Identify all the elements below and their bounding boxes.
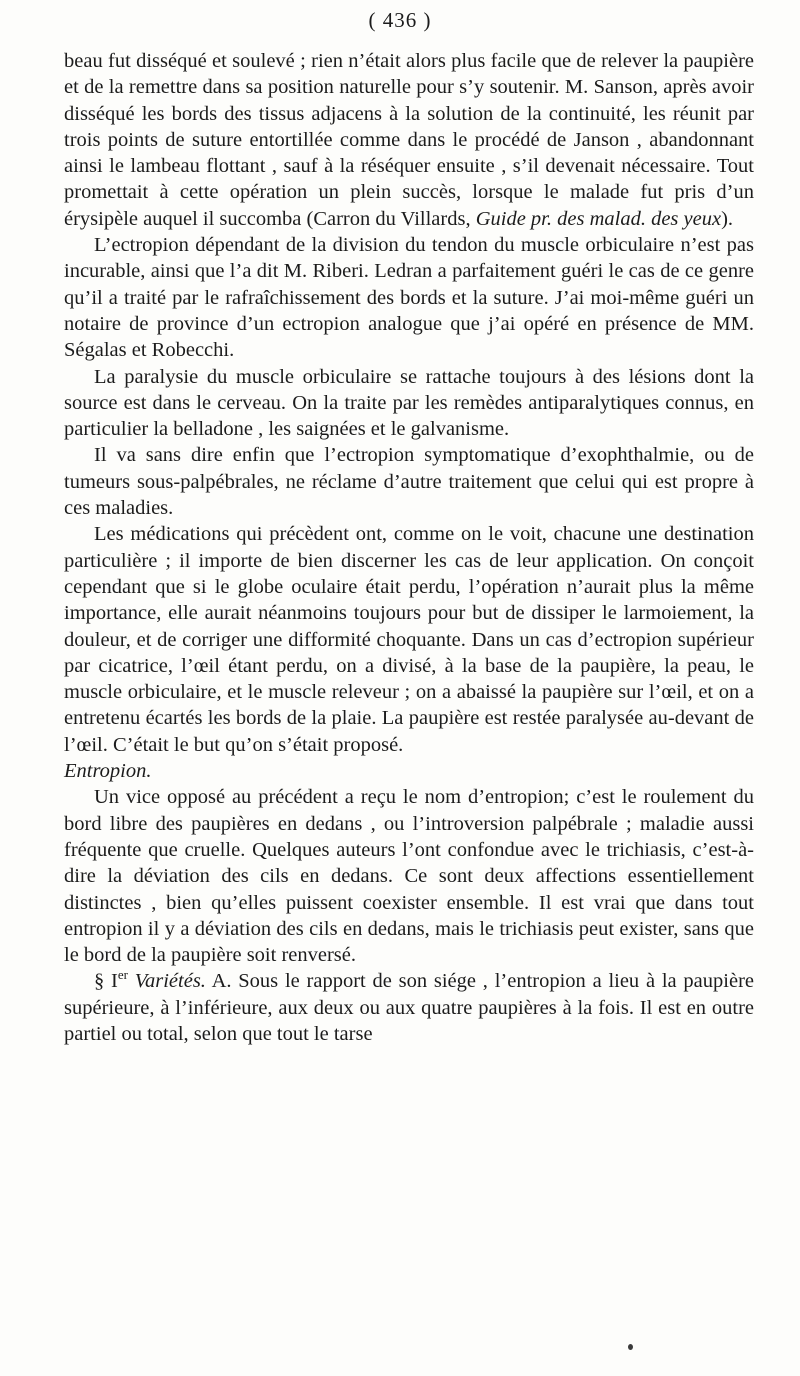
- paragraph-orbicular-tendon: L’ectropion dépendant de la division du tendon du muscle orbiculaire n’est pas incurable, ainsi que l’a dit M. Riberi. Ledran a parfaitement guéri le cas de ce genre qu’il a traité par le rafraîchissement des bords et la suture. J’ai moi-même guéri un notaire de province d’un ectropion analogue que j’ai opéré en présence de MM. Ségalas et Robecchi.: [64, 234, 754, 362]
- subsection-title: Variétés.: [134, 970, 206, 993]
- superscript: er: [117, 967, 128, 983]
- paragraph-text: beau fut disséqué et soulevé ; rien n’était alors plus facile que de relever la paupière et de la remettre dans sa position naturelle pour s’y soutenir. M. Sanson, après avoir disséqué les bords des tissus adjacens à la solution de la continuité, les réunit par trois points de suture entortillée comme dans le procédé de Janson , abandonnant ainsi le lambeau flottant , sauf à la réséquer ensuite , s’il devenait nécessaire. Tout promettait à cette opération un plein succès, lorsque le malade fut pris d’un érysipèle auquel il succomba (Carron du Villards,: [64, 50, 754, 230]
- paragraph-sanson-case: [64, 48, 754, 232]
- section-mark: § I: [94, 970, 118, 993]
- paragraph-symptomatic: Il va sans dire enfin que l’ectropion symptomatique d’exophthalmie, ou de tumeurs sous-palpébrales, ne réclame d’autre traitement que celui qui est propre à ces maladies.: [64, 444, 754, 520]
- page-number: ( 436 ): [368, 8, 432, 32]
- paragraph-varieties: [64, 968, 754, 1047]
- paragraph-text: A. Sous le rapport de son siége , l’entropion a lieu à la paupière supérieure, à l’inférieure, aux deux ou aux quatre paupières à la fois. Il est en outre partiel ou total, selon que tout le tarse: [64, 970, 754, 1045]
- section-heading: Entropion.: [64, 760, 152, 783]
- paragraph-entropion-definition: Un vice opposé au précédent a reçu le nom d’entropion; c’est le roulement du bord libre des paupières en dedans , ou l’introversion palpébrale ; maladie aussi fréquente que cruelle. Quelques auteurs l’ont confondue avec le trichiasis, c’est-à-dire la déviation des cils en dedans. Ce sont deux affections essentiellement distinctes , bien qu’elles puissent coexister ensemble. Il est vrai que dans tout entropion il y a déviation des cils en dedans, mais le trichiasis peut exister, sans que le bord de la paupière soit renversé.: [64, 786, 754, 967]
- ink-speck: [628, 1344, 633, 1350]
- paragraph-medications: Les médications qui précèdent ont, comme on le voit, chacune une destination particulière ; il importe de bien discerner les cas de leur application. On conçoit cependant que si le globe oculaire était perdu, l’opération n’aurait plus la même importance, elle aurait néanmoins toujours pour but de dissiper le larmoiement, la douleur, et de corriger une difformité choquante. Dans un cas d’ectropion supérieur par cicatrice, l’œil étant perdu, on a divisé, à la base de la paupière, la peau, le muscle orbiculaire, et le muscle releveur ; on a abaissé la paupière sur l’œil, et on a entretenu écartés les bords de la plaie. La paupière est restée paralysée au-devant de l’œil. C’était le but qu’on s’était proposé.: [64, 523, 754, 756]
- body-text: [64, 48, 754, 1047]
- paragraph-paralysis: La paralysie du muscle orbiculaire se rattache toujours à des lésions dont la source est dans le cerveau. On la traite par les remèdes antiparalytiques connus, en particulier la belladone , les saignées et le galvanisme.: [64, 365, 754, 441]
- paragraph-text: ).: [721, 207, 734, 230]
- citation-title: Guide pr. des malad. des yeux: [475, 207, 722, 230]
